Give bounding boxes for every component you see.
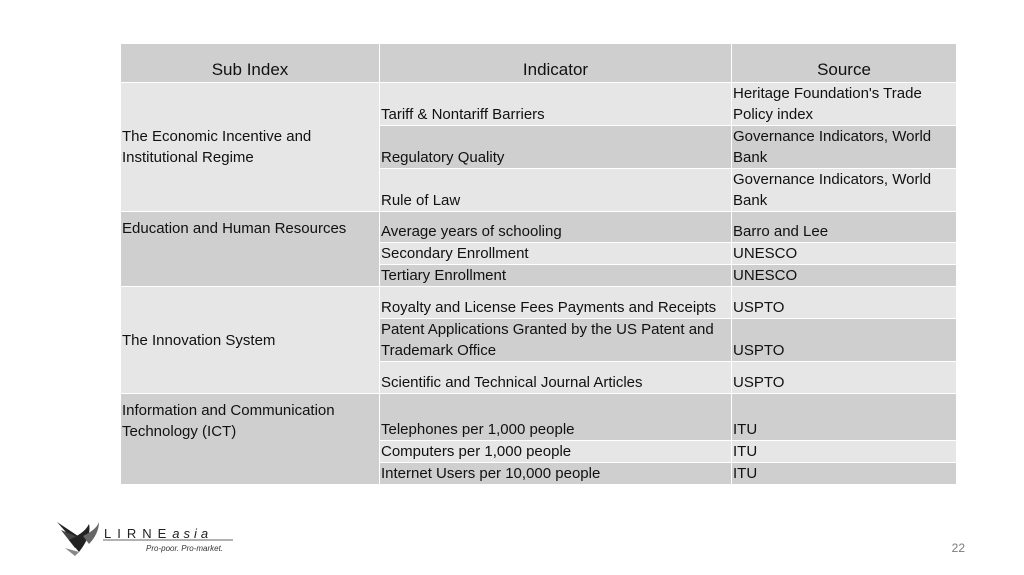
indicator-cell: Regulatory Quality <box>380 126 732 169</box>
logo-wordmark-caps: LIRNE <box>104 526 173 541</box>
logo-wordmark-lower: asia <box>172 526 213 541</box>
indicator-cell: Patent Applications Granted by the US Patent and Trademark Office <box>380 319 732 362</box>
indicator-cell: Computers per 1,000 people <box>380 441 732 463</box>
logo-wordmark <box>104 526 212 541</box>
source-cell: ITU <box>732 463 957 485</box>
source-cell: Governance Indicators, World Bank <box>732 169 957 212</box>
sub-index-cell: Information and Communication Technology (ICT) <box>121 394 380 485</box>
indicator-cell: Telephones per 1,000 people <box>380 394 732 441</box>
source-cell: ITU <box>732 394 957 441</box>
indicator-cell: Secondary Enrollment <box>380 243 732 265</box>
indicator-cell: Rule of Law <box>380 169 732 212</box>
indicator-cell: Internet Users per 10,000 people <box>380 463 732 485</box>
source-cell: Barro and Lee <box>732 212 957 243</box>
header-indicator: Indicator <box>380 44 732 83</box>
logo-tagline: Pro-poor. Pro-market. <box>146 544 224 553</box>
table-row <box>121 394 957 441</box>
indicator-cell: Tertiary Enrollment <box>380 265 732 287</box>
indicator-cell: Scientific and Technical Journal Articles <box>380 362 732 394</box>
page-number: 22 <box>951 541 965 555</box>
sub-index-cell: The Innovation System <box>121 287 380 394</box>
sub-index-cell: The Economic Incentive and Institutional Regime <box>121 83 380 212</box>
header-source: Source <box>732 44 957 83</box>
header-row <box>121 44 957 83</box>
source-cell: Governance Indicators, World Bank <box>732 126 957 169</box>
source-cell: Heritage Foundation's Trade Policy index <box>732 83 957 126</box>
indicator-cell: Tariff & Nontariff Barriers <box>380 83 732 126</box>
source-cell: UNESCO <box>732 243 957 265</box>
indicator-table <box>121 44 957 485</box>
source-cell: UNESCO <box>732 265 957 287</box>
sub-index-cell: Education and Human Resources <box>121 212 380 287</box>
indicator-cell: Royalty and License Fees Payments and Receipts <box>380 287 732 319</box>
indicator-cell: Average years of schooling <box>380 212 732 243</box>
source-cell: USPTO <box>732 362 957 394</box>
table-row <box>121 83 957 126</box>
table-row <box>121 287 957 319</box>
table-row <box>121 212 957 243</box>
source-cell: USPTO <box>732 287 957 319</box>
source-cell: USPTO <box>732 319 957 362</box>
header-sub-index: Sub Index <box>121 44 380 83</box>
source-cell: ITU <box>732 441 957 463</box>
